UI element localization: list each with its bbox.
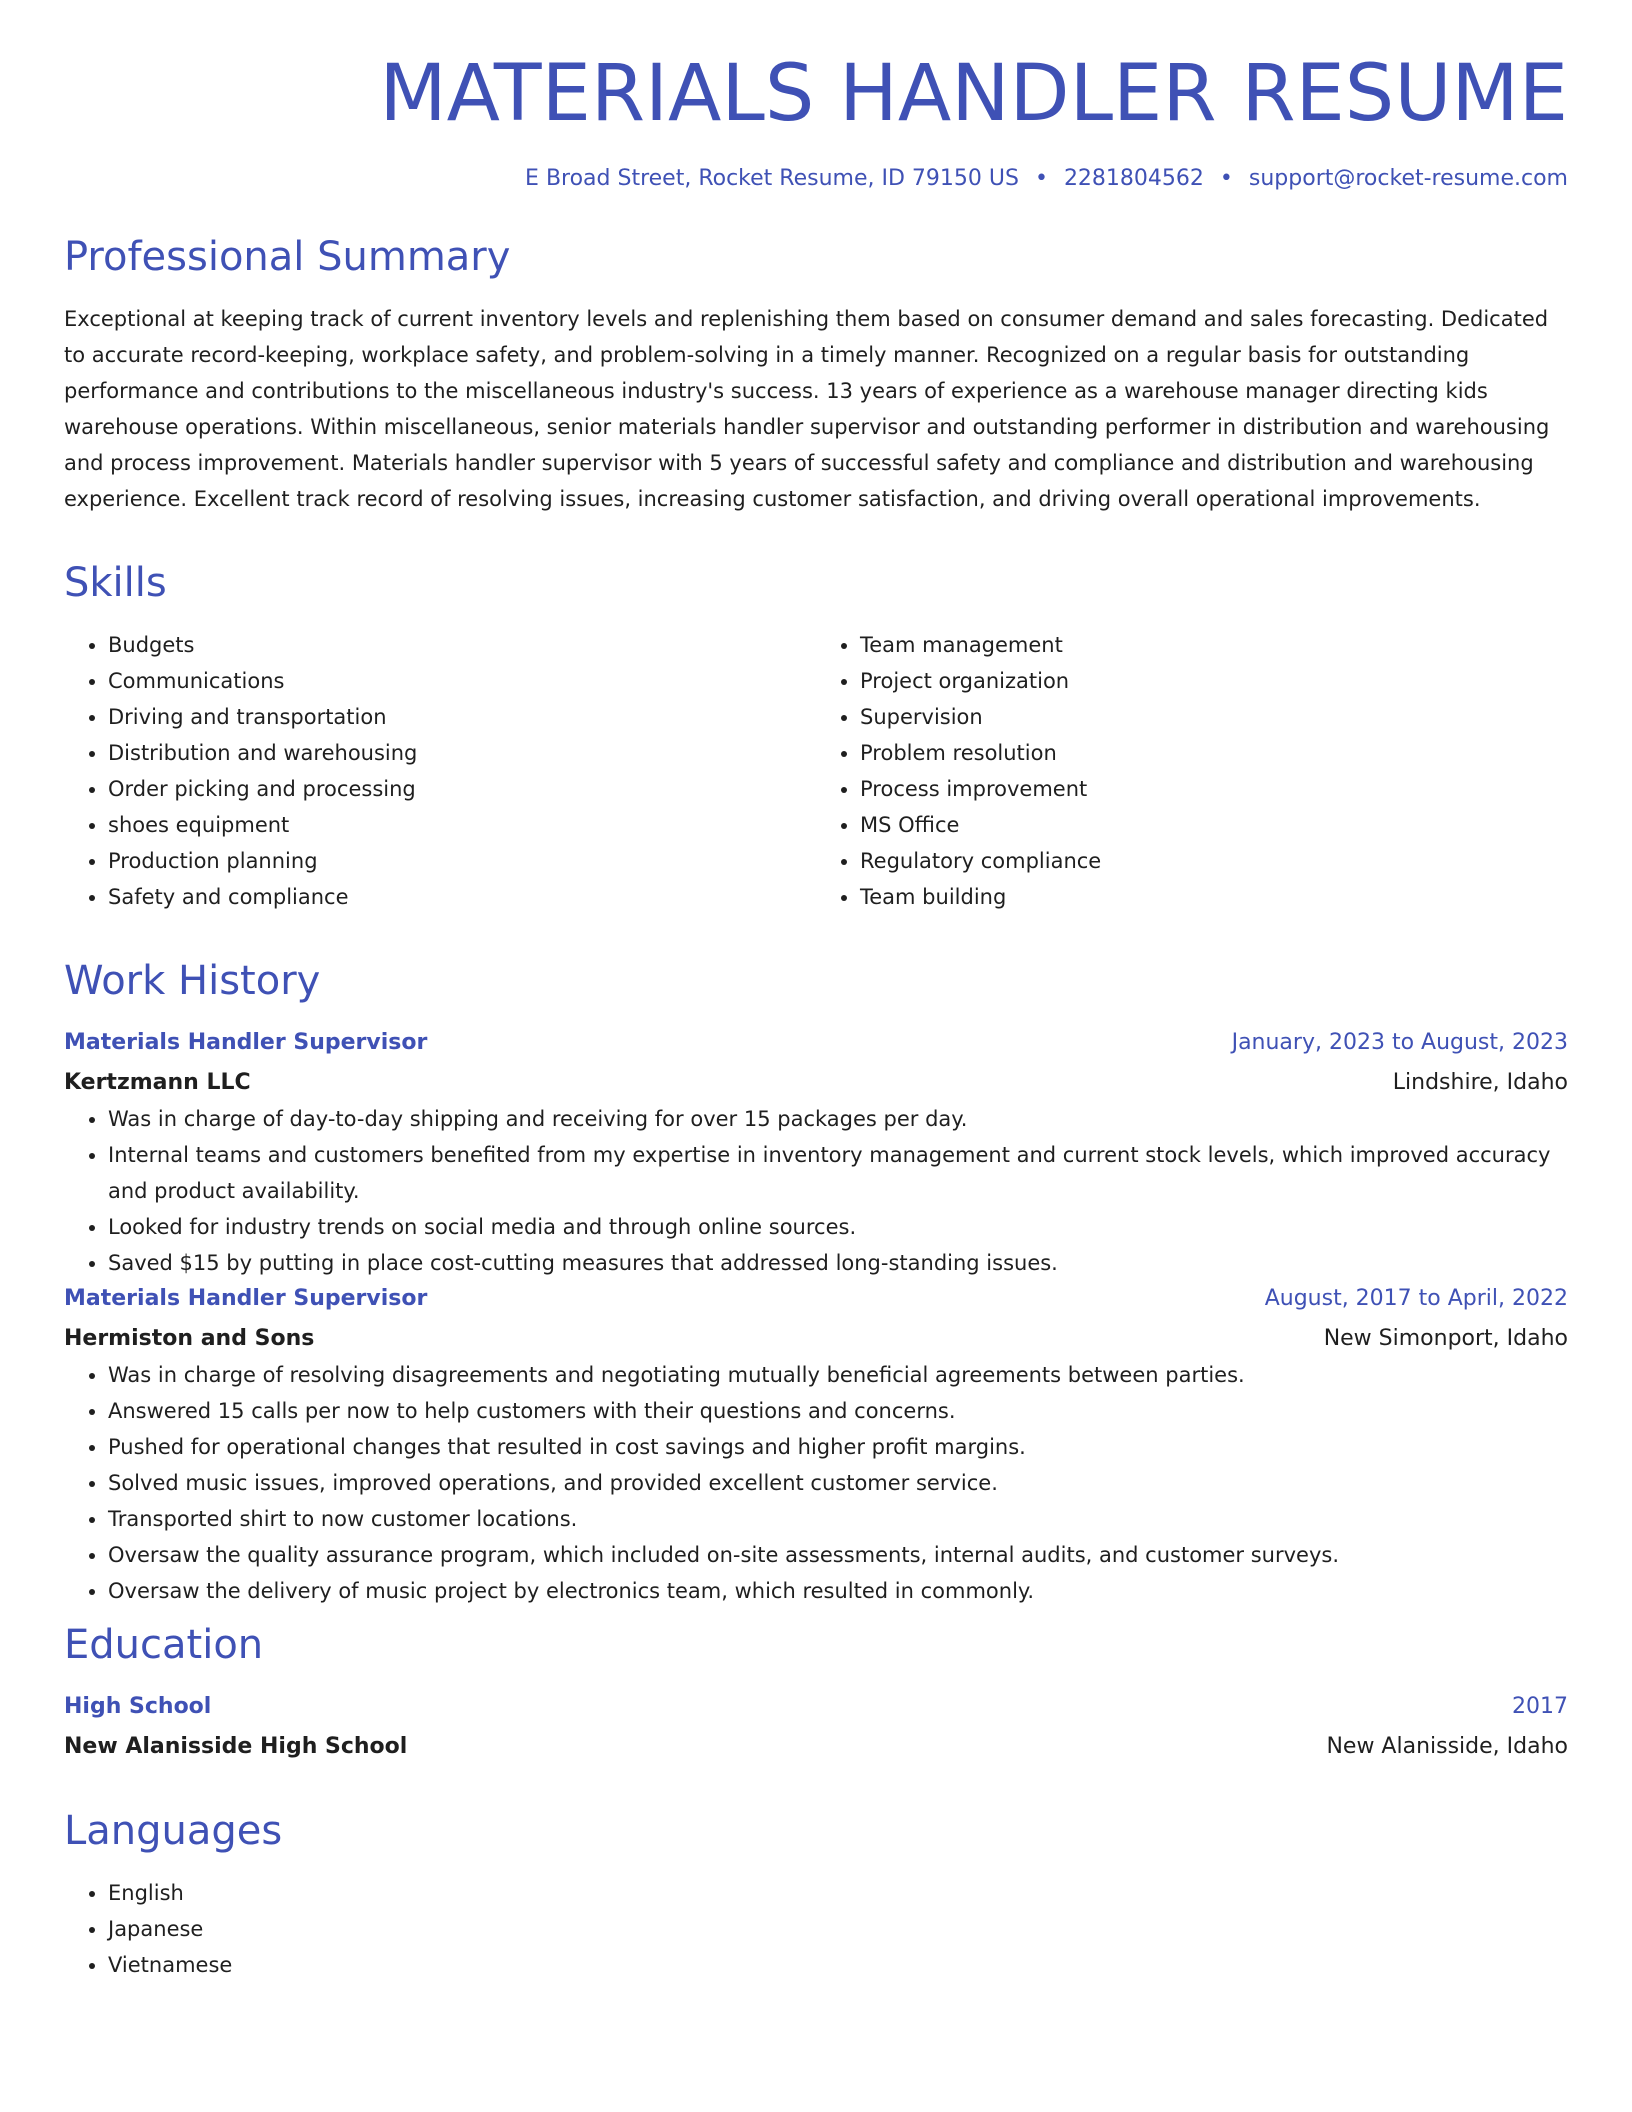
skill-item: • Process improvement	[860, 771, 1568, 807]
skill-item: • Supervision	[860, 699, 1568, 735]
job-location: New Simonport, Idaho	[1323, 1325, 1568, 1351]
address: E Broad Street, Rocket Resume, ID 79150 US	[525, 165, 1019, 191]
email: support@rocket-resume.com	[1248, 165, 1568, 191]
job-bullet: • Was in charge of day-to-day shipping and receiving for over 15 packages per day.	[108, 1101, 1568, 1137]
skill-item: • Distribution and warehousing	[108, 735, 816, 771]
skill-item: • MS Office	[860, 807, 1568, 843]
job-bullet: • Pushed for operational changes that resulted in cost savings and higher profit margins.	[108, 1429, 1568, 1465]
job-bullet: • Saved $15 by putting in place cost-cutting measures that addressed long-standing issues.	[108, 1245, 1568, 1281]
job-bullet: • Looked for industry trends on social media and through online sources.	[108, 1209, 1568, 1245]
phone: 2281804562	[1063, 165, 1204, 191]
resume-title: MATERIALS HANDLER RESUME	[379, 49, 1568, 139]
education-school-row	[64, 1729, 1568, 1765]
job-entry	[64, 1281, 1568, 1609]
skill-item: • Team building	[860, 879, 1568, 915]
separator: •	[1219, 165, 1233, 191]
job-title: Materials Handler Supervisor	[64, 1029, 428, 1055]
skills-right-list	[816, 627, 1568, 915]
job-bullet: • Internal teams and customers benefited from my expertise in inventory management and current stock levels, which improved accuracy and product availability.	[108, 1137, 1568, 1209]
skill-item: • Driving and transportation	[108, 699, 816, 735]
language-item: • English	[108, 1875, 1568, 1911]
separator: •	[1034, 165, 1048, 191]
education-location: New Alanisside, Idaho	[1326, 1733, 1568, 1759]
education-year: 2017	[1512, 1693, 1568, 1719]
languages-heading: Languages	[64, 1807, 283, 1854]
work-heading: Work History	[64, 957, 321, 1004]
skills-left-list	[64, 627, 816, 915]
job-bullets	[64, 1357, 1568, 1609]
job-company: Kertzmann LLC	[64, 1069, 251, 1095]
job-company: Hermiston and Sons	[64, 1325, 315, 1351]
skill-item: • Communications	[108, 663, 816, 699]
job-bullet: • Transported shirt to now customer locations.	[108, 1501, 1568, 1537]
languages-list	[64, 1875, 1568, 1983]
job-title: Materials Handler Supervisor	[64, 1285, 428, 1311]
job-location: Lindshire, Idaho	[1392, 1069, 1568, 1095]
summary-text: Exceptional at keeping track of current inventory levels and replenishing them based on consumer demand and sales forecasting. Dedicated to accurate record-keeping, workplace safety, and problem-solving in a timely manner. Recognized on a regular basis for outstanding performance and contributions to the miscellaneous industry's success. 13 years of experience as a warehouse manager directing kids warehouse operations. Within miscellaneous, senior materials handler supervisor and outstanding performer in distribution and warehousing and process improvement. Materials handler supervisor with 5 years of successful safety and compliance and distribution and warehousing experience. Excellent track record of resolving issues, increasing customer satisfaction, and driving overall operational improvements.	[64, 306, 1550, 511]
job-bullet: • Solved music issues, improved operations, and provided excellent customer service.	[108, 1465, 1568, 1501]
job-bullet: • Oversaw the delivery of music project by electronics team, which resulted in commonly.	[108, 1573, 1568, 1609]
job-bullet: • Oversaw the quality assurance program, which included on-site assessments, internal audits, and customer surveys.	[108, 1537, 1568, 1573]
work-history	[64, 1025, 1568, 1609]
skill-item: • Problem resolution	[860, 735, 1568, 771]
skill-item: • Safety and compliance	[108, 879, 816, 915]
job-head	[64, 1281, 1568, 1317]
skill-item: • Regulatory compliance	[860, 843, 1568, 879]
language-item: • Japanese	[108, 1911, 1568, 1947]
job-head	[64, 1025, 1568, 1061]
education-heading: Education	[64, 1621, 264, 1668]
summary-heading: Professional Summary	[64, 233, 511, 280]
job-dates: January, 2023 to August, 2023	[1231, 1029, 1568, 1055]
skills-grid	[64, 627, 1568, 915]
job-entry	[64, 1025, 1568, 1281]
education-school: New Alanisside High School	[64, 1733, 408, 1759]
contact-line	[64, 166, 1568, 191]
job-bullets	[64, 1101, 1568, 1281]
job-company-row	[64, 1065, 1568, 1101]
skill-item: • shoes equipment	[108, 807, 816, 843]
skill-item: • Budgets	[108, 627, 816, 663]
skill-item: • Team management	[860, 627, 1568, 663]
job-company-row	[64, 1321, 1568, 1357]
skill-item: • Project organization	[860, 663, 1568, 699]
job-bullet: • Was in charge of resolving disagreements and negotiating mutually beneficial agreements between parties.	[108, 1357, 1568, 1393]
education-head	[64, 1689, 1568, 1725]
skill-item: • Order picking and processing	[108, 771, 816, 807]
education-degree: High School	[64, 1693, 212, 1719]
skill-item: • Production planning	[108, 843, 816, 879]
skills-heading: Skills	[64, 559, 167, 606]
job-dates: August, 2017 to April, 2022	[1264, 1285, 1568, 1311]
language-item: • Vietnamese	[108, 1947, 1568, 1983]
job-bullet: • Answered 15 calls per now to help customers with their questions and concerns.	[108, 1393, 1568, 1429]
